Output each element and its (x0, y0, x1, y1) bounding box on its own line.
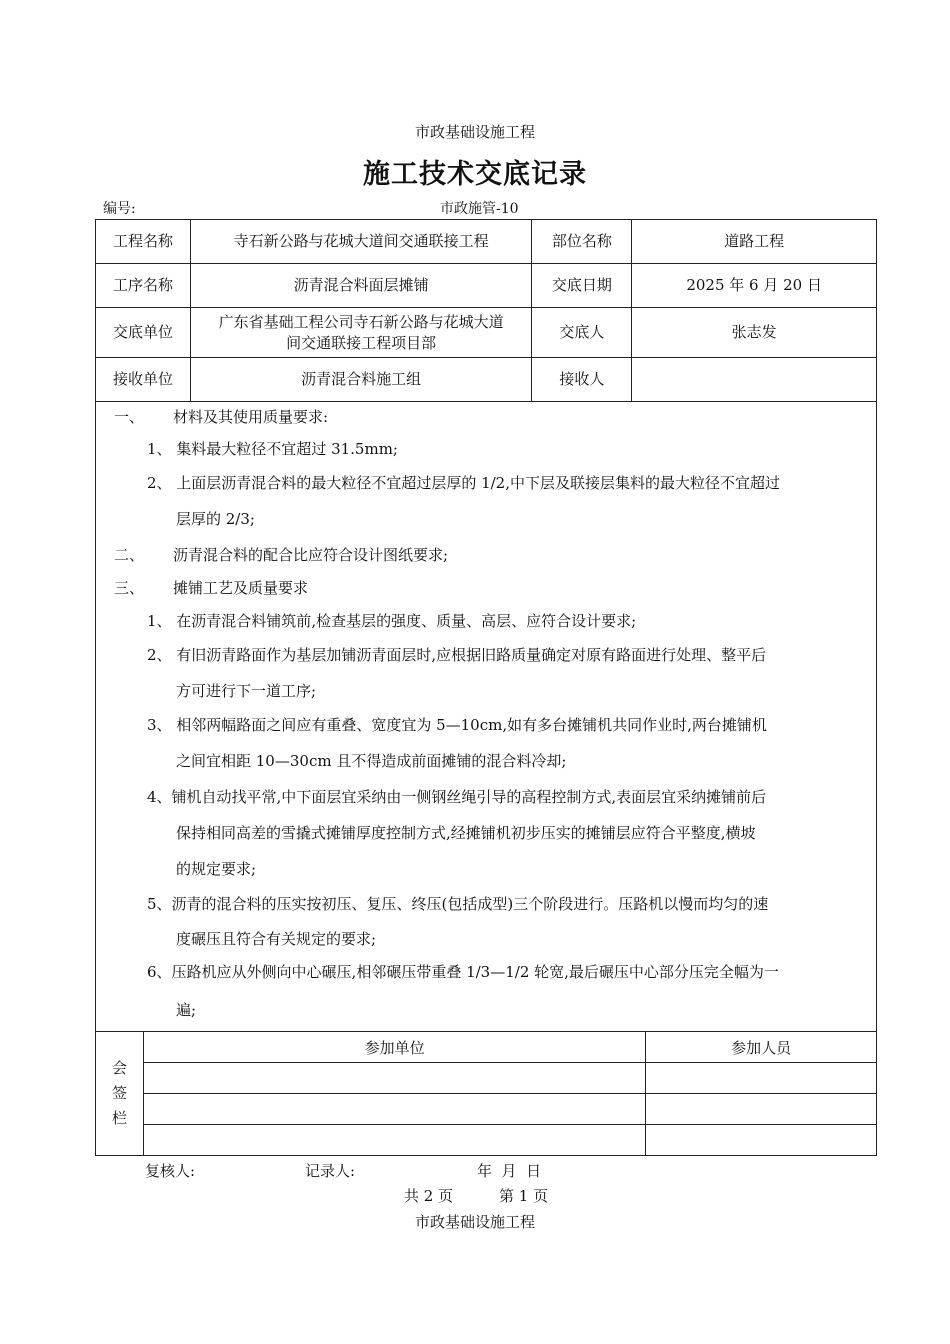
section-3-item-2-line-2: 方可进行下一道工序; (176, 682, 317, 700)
section-3-item-6-line-1: 6、压路机应从外侧向中心碾压,相邻碾压带重叠 1/3—1/2 轮宽,最后碾压中心部分压完全幅为一 (147, 963, 779, 981)
receiver-value (632, 358, 877, 402)
section-3-item-5-line-2: 度碾压且符合有关规定的要求; (176, 930, 377, 948)
section-3-number: 三、 (114, 579, 145, 597)
total-pages: 共 2 页 (404, 1187, 454, 1205)
content-body (95, 401, 877, 1032)
section-1-item-2-line-2: 层厚的 2/3; (176, 510, 255, 528)
issuer-unit-line1: 广东省基础工程公司寺石新公路与花城大道 (218, 312, 504, 331)
section-3-item-5-line-1: 5、沥青的混合料的压实按初压、复压、终压(包括成型)三个阶段进行。压路机以慢而均匀的速 (147, 895, 769, 913)
section-3-item-3-line-1: 3、 相邻两幅路面之间应有重叠、宽度宜为 5—10cm,如有多台摊铺机共同作业时,两台摊铺机 (147, 716, 767, 734)
receiver-label: 接收人 (532, 358, 632, 402)
issuer-unit-value (190, 308, 532, 358)
section-2-number: 二、 (114, 546, 145, 564)
section-3-item-4-line-1: 4、铺机自动找平常,中下面层宜采纳由一侧钢丝绳引导的高程控制方式,表面层宜采纳摊铺前后 (147, 788, 767, 806)
document-subtitle: 市政基础设施工程 (414, 123, 535, 141)
part-name-label: 部位名称 (532, 220, 632, 264)
section-2-title: 沥青混合料的配合比应符合设计图纸要求; (173, 546, 449, 564)
issuer-value: 张志发 (632, 308, 877, 358)
date-label: 交底日期 (532, 264, 632, 308)
section-3-item-4-line-2: 保持相同高差的雪撬式摊铺厚度控制方式,经摊铺机初步压实的摊铺层应符合平整度,横坡 (176, 824, 756, 842)
issuer-unit-line2: 间交通联接工程项目部 (286, 333, 437, 352)
section-3-title: 摊铺工艺及质量要求 (173, 579, 309, 597)
project-name-label: 工程名称 (96, 220, 191, 264)
receiver-unit-label: 接收单位 (96, 358, 191, 402)
footer-title: 市政基础设施工程 (414, 1213, 535, 1231)
part-name-value: 道路工程 (632, 220, 877, 264)
info-table (95, 219, 877, 402)
document-title: 施工技术交底记录 (363, 159, 587, 190)
sign-table (95, 1031, 877, 1156)
section-3-item-1: 1、 在沥青混合料铺筑前,检查基层的强度、质量、高层、应符合设计要求; (147, 612, 637, 630)
code-value: 市政施管-10 (440, 201, 519, 217)
issuer-label: 交底人 (532, 308, 632, 358)
sign-people-cell (646, 1125, 877, 1156)
date-placeholder: 年 月 日 (477, 1162, 542, 1180)
date-value: 2025 年 6 月 20 日 (632, 264, 877, 308)
code-label: 编号: (103, 201, 136, 217)
sign-label-char-3: 栏 (111, 1109, 127, 1127)
column-header-people: 参加人员 (646, 1032, 877, 1063)
process-name-value: 沥青混合料面层摊铺 (190, 264, 532, 308)
sign-label-char-1: 会 (111, 1059, 127, 1077)
sign-people-cell (646, 1094, 877, 1125)
table-row (96, 1094, 877, 1125)
table-row (96, 1125, 877, 1156)
project-name-value: 寺石新公路与花城大道间交通联接工程 (190, 220, 532, 264)
table-row (96, 308, 877, 358)
section-3-item-6-line-2: 遍; (176, 1001, 197, 1019)
sign-people-cell (646, 1063, 877, 1094)
table-row (96, 1063, 877, 1094)
process-name-label: 工序名称 (96, 264, 191, 308)
sign-section-label (96, 1032, 144, 1156)
table-row (96, 1032, 877, 1063)
recorder-label: 记录人: (305, 1162, 356, 1180)
reviewer-label: 复核人: (145, 1162, 196, 1180)
section-1-number: 一、 (114, 408, 145, 426)
sign-unit-cell (143, 1094, 645, 1125)
section-3-item-3-line-2: 之间宜相距 10—30cm 且不得造成前面摊铺的混合料冷却; (176, 752, 567, 770)
table-row (96, 264, 877, 308)
section-1-item-1: 1、 集料最大粒径不宜超过 31.5mm; (147, 440, 398, 458)
section-1-item-2-line-1: 2、 上面层沥青混合料的最大粒径不宜超过层厚的 1/2,中下层及联接层集料的最大粒径不宜超过 (147, 474, 780, 492)
section-3-item-2-line-1: 2、 有旧沥青路面作为基层加铺沥青面层时,应根据旧路质量确定对原有路面进行处理、整平后 (147, 646, 767, 664)
column-header-unit: 参加单位 (143, 1032, 645, 1063)
receiver-unit-value: 沥青混合料施工组 (190, 358, 532, 402)
table-row (96, 358, 877, 402)
section-3-item-4-line-3: 的规定要求; (176, 860, 257, 878)
sign-unit-cell (143, 1125, 645, 1156)
page-number: 第 1 页 (499, 1187, 549, 1205)
section-1-title: 材料及其使用质量要求: (173, 408, 329, 426)
sign-label-char-2: 签 (111, 1084, 127, 1102)
table-row (96, 220, 877, 264)
issuer-unit-label: 交底单位 (96, 308, 191, 358)
sign-unit-cell (143, 1063, 645, 1094)
